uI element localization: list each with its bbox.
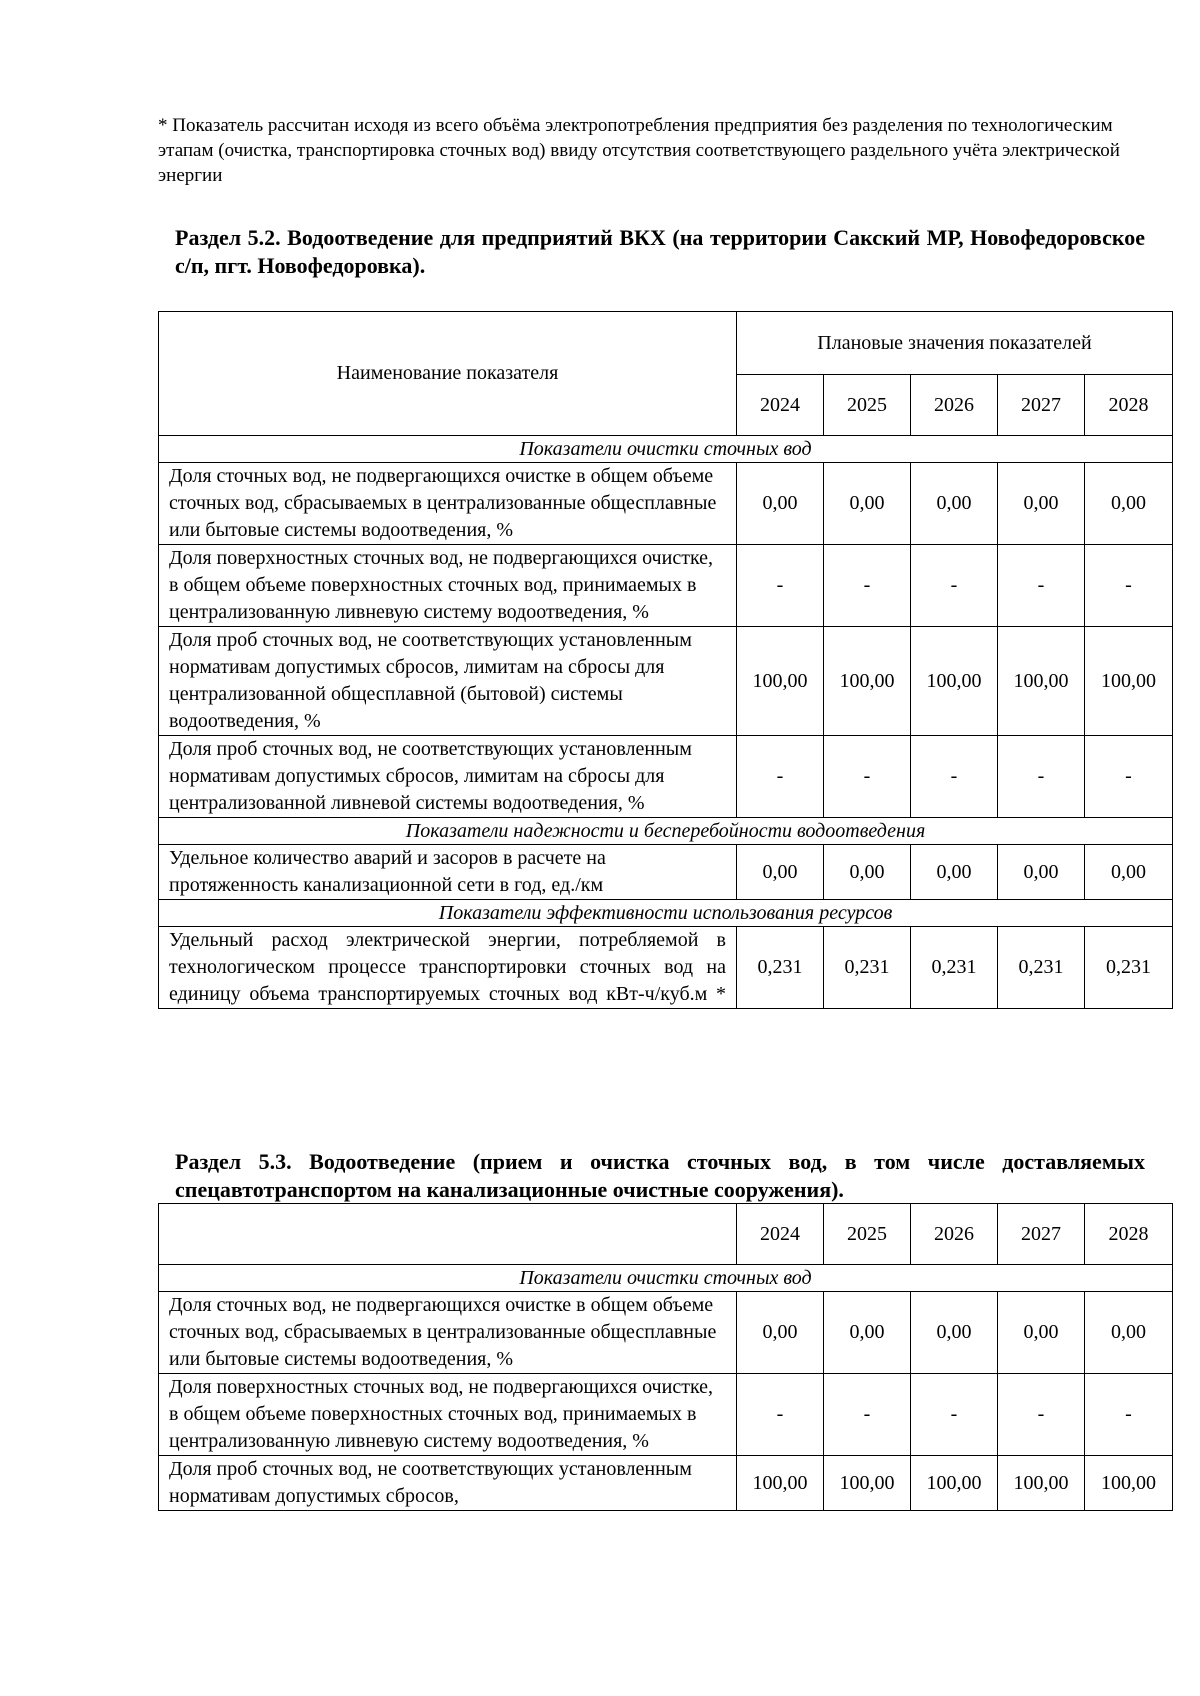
indicator-name: Удельный расход электрической энергии, потребляемой в технологическом процессе транспортировки сточных вод на единицу объема транспортируемых сточных вод кВт-ч/куб.м * xyxy=(159,927,737,1009)
section-5-3-title: Раздел 5.3. Водоотведение (прием и очистка сточных вод, в том числе доставляемых спецавтотранспортом на канализационные очистные сооружения). xyxy=(175,1149,1145,1202)
value-cell: 0,00 xyxy=(737,463,824,545)
value-cell: 100,00 xyxy=(1085,627,1173,736)
year-header: 2025 xyxy=(824,375,911,436)
value-cell: 0,231 xyxy=(911,927,998,1009)
table-row xyxy=(159,627,1173,736)
indicator-name: Доля проб сточных вод, не соответствующих установленным нормативам допустимых сбросов, лимитам на сбросы для централизованной ливневой системы водоотведения, % xyxy=(159,736,737,818)
value-cell: 100,00 xyxy=(1085,1456,1173,1511)
group-header: Показатели эффективности использования ресурсов xyxy=(159,900,1173,927)
value-cell: - xyxy=(1085,1374,1173,1456)
value-cell: - xyxy=(998,1374,1085,1456)
value-cell: 0,00 xyxy=(1085,463,1173,545)
table-row xyxy=(159,463,1173,545)
value-cell: 100,00 xyxy=(911,627,998,736)
header-planned-values: Плановые значения показателей xyxy=(737,312,1173,375)
value-cell: 0,231 xyxy=(737,927,824,1009)
indicator-name: Доля сточных вод, не подвергающихся очистке в общем объеме сточных вод, сбрасываемых в централизованные общесплавные или бытовые системы водоотведения, % xyxy=(159,463,737,545)
value-cell: - xyxy=(911,545,998,627)
header-indicator-name: Наименование показателя xyxy=(159,312,737,436)
value-cell: 0,00 xyxy=(824,463,911,545)
header-empty xyxy=(159,1204,737,1265)
section-5-2-table xyxy=(158,311,1173,1009)
value-cell: - xyxy=(824,545,911,627)
indicator-name: Удельное количество аварий и засоров в расчете на протяженность канализационной сети в год, ед./км xyxy=(159,845,737,900)
value-cell: 0,231 xyxy=(824,927,911,1009)
table-row xyxy=(159,927,1173,1009)
year-header: 2026 xyxy=(911,1204,998,1265)
value-cell: 100,00 xyxy=(737,1456,824,1511)
value-cell: 0,00 xyxy=(998,845,1085,900)
value-cell: 0,00 xyxy=(1085,1292,1173,1374)
value-cell: - xyxy=(737,1374,824,1456)
value-cell: 0,00 xyxy=(737,1292,824,1374)
value-cell: - xyxy=(1085,545,1173,627)
value-cell: 0,00 xyxy=(824,845,911,900)
value-cell: 100,00 xyxy=(998,1456,1085,1511)
section-5-3-table xyxy=(158,1203,1173,1511)
value-cell: - xyxy=(737,736,824,818)
table-row xyxy=(159,1456,1173,1511)
group-header: Показатели очистки сточных вод xyxy=(159,436,1173,463)
year-header: 2028 xyxy=(1085,375,1173,436)
value-cell: 0,231 xyxy=(1085,927,1173,1009)
indicator-name: Доля сточных вод, не подвергающихся очистке в общем объеме сточных вод, сбрасываемых в централизованные общесплавные или бытовые системы водоотведения, % xyxy=(159,1292,737,1374)
value-cell: 100,00 xyxy=(824,627,911,736)
footnote: * Показатель рассчитан исходя из всего объёма электропотребления предприятия без разделения по технологическим этапам (очистка, транспортировка сточных вод) ввиду отсутствия соответствующего раздельного учёта электрической энергии xyxy=(158,115,1120,186)
value-cell: 0,00 xyxy=(1085,845,1173,900)
table-row xyxy=(159,736,1173,818)
value-cell: 0,00 xyxy=(911,463,998,545)
year-header: 2024 xyxy=(737,1204,824,1265)
value-cell: 100,00 xyxy=(737,627,824,736)
value-cell: - xyxy=(1085,736,1173,818)
indicator-name: Доля поверхностных сточных вод, не подвергающихся очистке, в общем объеме поверхностных сточных вод, принимаемых в централизованную ливневую систему водоотведения, % xyxy=(159,1374,737,1456)
year-header: 2027 xyxy=(998,1204,1085,1265)
indicator-name: Доля проб сточных вод, не соответствующих установленным нормативам допустимых сбросов, лимитам на сбросы для централизованной общесплавной (бытовой) системы водоотведения, % xyxy=(159,627,737,736)
value-cell: - xyxy=(911,1374,998,1456)
value-cell: 0,231 xyxy=(998,927,1085,1009)
value-cell: 0,00 xyxy=(911,1292,998,1374)
value-cell: 0,00 xyxy=(911,845,998,900)
value-cell: 0,00 xyxy=(737,845,824,900)
indicator-name: Доля проб сточных вод, не соответствующих установленным нормативам допустимых сбросов, xyxy=(159,1456,737,1511)
value-cell: 0,00 xyxy=(998,1292,1085,1374)
year-header: 2026 xyxy=(911,375,998,436)
year-header: 2025 xyxy=(824,1204,911,1265)
group-header: Показатели надежности и бесперебойности водоотведения xyxy=(159,818,1173,845)
table-row xyxy=(159,545,1173,627)
value-cell: - xyxy=(998,545,1085,627)
value-cell: 100,00 xyxy=(998,627,1085,736)
value-cell: 0,00 xyxy=(998,463,1085,545)
value-cell: - xyxy=(824,736,911,818)
value-cell: - xyxy=(911,736,998,818)
section-5-2-title: Раздел 5.2. Водоотведение для предприятий ВКХ (на территории Сакский МР, Новофедоровское с/п, пгт. Новофедоровка). xyxy=(175,225,1145,278)
value-cell: 100,00 xyxy=(824,1456,911,1511)
indicator-name: Доля поверхностных сточных вод, не подвергающихся очистке, в общем объеме поверхностных сточных вод, принимаемых в централизованную ливневую систему водоотведения, % xyxy=(159,545,737,627)
year-header: 2024 xyxy=(737,375,824,436)
value-cell: - xyxy=(824,1374,911,1456)
table-row xyxy=(159,1374,1173,1456)
value-cell: - xyxy=(998,736,1085,818)
table-row xyxy=(159,845,1173,900)
value-cell: - xyxy=(737,545,824,627)
value-cell: 0,00 xyxy=(824,1292,911,1374)
value-cell: 100,00 xyxy=(911,1456,998,1511)
group-header: Показатели очистки сточных вод xyxy=(159,1265,1173,1292)
year-header: 2027 xyxy=(998,375,1085,436)
table-row xyxy=(159,1292,1173,1374)
year-header: 2028 xyxy=(1085,1204,1173,1265)
